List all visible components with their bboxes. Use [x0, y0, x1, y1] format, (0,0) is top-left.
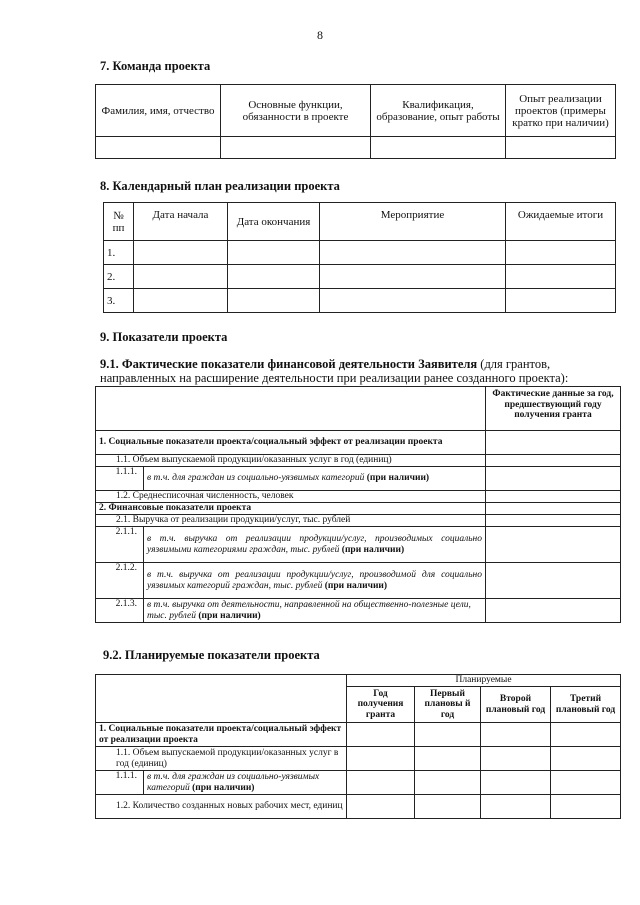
planned-row-label: 1.2. Количество созданных новых рабочих мест, единиц: [96, 795, 347, 819]
planned-cell: [481, 747, 551, 771]
actual-row-label: [144, 563, 486, 599]
calendar-cell: [506, 265, 616, 289]
planned-cell: [481, 723, 551, 747]
actual-row-label: [144, 599, 486, 623]
planned-cell: [347, 747, 415, 771]
calendar-header-start: Дата начала: [134, 203, 228, 241]
calendar-cell: [228, 265, 320, 289]
calendar-cell: [320, 241, 506, 265]
section-9-1-title: [100, 357, 600, 385]
planned-cell: [551, 723, 621, 747]
actual-row-num: 2.1.1.: [96, 527, 144, 563]
actual-row-value: [486, 515, 621, 527]
calendar-header-event: Мероприятие: [320, 203, 506, 241]
planned-cell: [347, 771, 415, 795]
actual-row-label: [144, 527, 486, 563]
actual-row-label-bold: (при наличии): [364, 473, 430, 484]
planned-group-header: Планируемые: [347, 675, 621, 687]
calendar-table: [103, 202, 616, 313]
calendar-cell: [134, 241, 228, 265]
planned-cell: [415, 771, 481, 795]
planned-row-label-bold: (при наличии): [189, 782, 255, 793]
team-header-functions: Основные функции, обязанности в проекте: [221, 85, 371, 137]
planned-row-label: [144, 771, 347, 795]
actual-row-label: 1.1. Объем выпускаемой продукции/оказанных услуг в год (единиц): [96, 455, 486, 467]
team-header-experience: Опыт реализации проектов (примеры кратко при наличии): [506, 85, 616, 137]
team-cell: [371, 137, 506, 159]
actual-row-num: 2.1.3.: [96, 599, 144, 623]
actual-row-label-italic: в т.ч. выручка от реализации продукции/услуг, производимой для социально уязвимых категорий граждан, тыс. рублей: [147, 570, 482, 591]
actual-row-value: [486, 563, 621, 599]
actual-row-label-italic: в т.ч. для граждан из социально-уязвимых категорий: [147, 473, 365, 484]
calendar-row-num: 1.: [104, 241, 134, 265]
team-header-name: Фамилия, имя, отчество: [96, 85, 221, 137]
calendar-row-num: 2.: [104, 265, 134, 289]
calendar-header-num: № пп: [104, 203, 134, 241]
actual-row-num: 1.1.1.: [96, 467, 144, 491]
team-header-qualification: Квалификация, образование, опыт работы: [371, 85, 506, 137]
actual-row-label-italic: в т.ч. выручка от деятельности, направленной на общественно-полезные цели, тыс. рублей: [147, 600, 471, 621]
team-table: [95, 84, 616, 159]
planned-header-third-year: Третий плановый год: [551, 687, 621, 723]
calendar-row-num: 3.: [104, 289, 134, 313]
planned-cell: [347, 723, 415, 747]
calendar-cell: [320, 289, 506, 313]
planned-header-grant-year: Год получения гранта: [347, 687, 415, 723]
planned-header-second-year: Второй плановый год: [481, 687, 551, 723]
planned-indicators-table: [95, 674, 621, 819]
actual-row-num: 2.1.2.: [96, 563, 144, 599]
calendar-cell: [134, 265, 228, 289]
section-9-title: 9. Показатели проекта: [100, 330, 228, 344]
planned-header-blank: [96, 675, 347, 723]
calendar-cell: [320, 265, 506, 289]
section-9-2-title: 9.2. Планируемые показатели проекта: [103, 648, 320, 662]
section-9-1-title-rest: (для грантов, направленных на расширение деятельности при реализации ранее созданного проекта):: [100, 357, 569, 385]
calendar-header-end: Дата окончания: [228, 203, 320, 241]
calendar-header-results: Ожидаемые итоги: [506, 203, 616, 241]
planned-cell: [551, 795, 621, 819]
actual-row-label: 2. Финансовые показатели проекта: [96, 503, 486, 515]
actual-row-label-bold: (при наличии): [322, 580, 388, 591]
planned-row-num: 1.1.1.: [96, 771, 144, 795]
calendar-cell: [134, 289, 228, 313]
actual-row-label: [144, 467, 486, 491]
team-cell: [96, 137, 221, 159]
team-cell: [506, 137, 616, 159]
calendar-cell: [506, 241, 616, 265]
planned-row-label: 1.1. Объем выпускаемой продукции/оказанных услуг в год (единиц): [96, 747, 347, 771]
planned-cell: [415, 795, 481, 819]
planned-cell: [551, 771, 621, 795]
actual-row-value: [486, 527, 621, 563]
actual-header-blank: [96, 387, 486, 431]
actual-row-value: [486, 467, 621, 491]
actual-row-value: [486, 503, 621, 515]
actual-row-label-bold: (при наличии): [196, 610, 261, 621]
planned-cell: [415, 747, 481, 771]
planned-header-first-year: Первый плановы й год: [415, 687, 481, 723]
page-number: 8: [317, 28, 323, 42]
actual-row-value: [486, 431, 621, 455]
planned-row-label-italic: в т.ч. для граждан из социально-уязвимых категорий: [147, 772, 320, 793]
actual-row-label: 1.2. Среднесписочная численность, человек: [96, 491, 486, 503]
planned-cell: [481, 795, 551, 819]
planned-cell: [551, 747, 621, 771]
actual-header-value: Фактические данные за год, предшествующий году получения гранта: [486, 387, 621, 431]
actual-indicators-table: [95, 386, 621, 623]
section-9-1-title-bold: 9.1. Фактические показатели финансовой деятельности Заявителя: [100, 357, 478, 371]
actual-row-label: 1. Социальные показатели проекта/социальный эффект от реализации проекта: [96, 431, 486, 455]
section-7-title: 7. Команда проекта: [100, 59, 211, 73]
actual-row-value: [486, 599, 621, 623]
section-8-title: 8. Календарный план реализации проекта: [100, 179, 340, 193]
actual-row-label-bold: (при наличии): [339, 544, 405, 555]
planned-cell: [481, 771, 551, 795]
team-cell: [221, 137, 371, 159]
planned-row-label: 1. Социальные показатели проекта/социальный эффект от реализации проекта: [96, 723, 347, 747]
planned-cell: [415, 723, 481, 747]
actual-row-value: [486, 455, 621, 467]
calendar-cell: [228, 241, 320, 265]
planned-cell: [347, 795, 415, 819]
calendar-cell: [506, 289, 616, 313]
actual-row-label: 2.1. Выручка от реализации продукции/услуг, тыс. рублей: [96, 515, 486, 527]
actual-row-label-italic: в т.ч. выручка от реализации продукции/услуг, производимых социально уязвимыми категориями граждан, тыс. рублей: [147, 534, 482, 555]
calendar-cell: [228, 289, 320, 313]
actual-row-value: [486, 491, 621, 503]
